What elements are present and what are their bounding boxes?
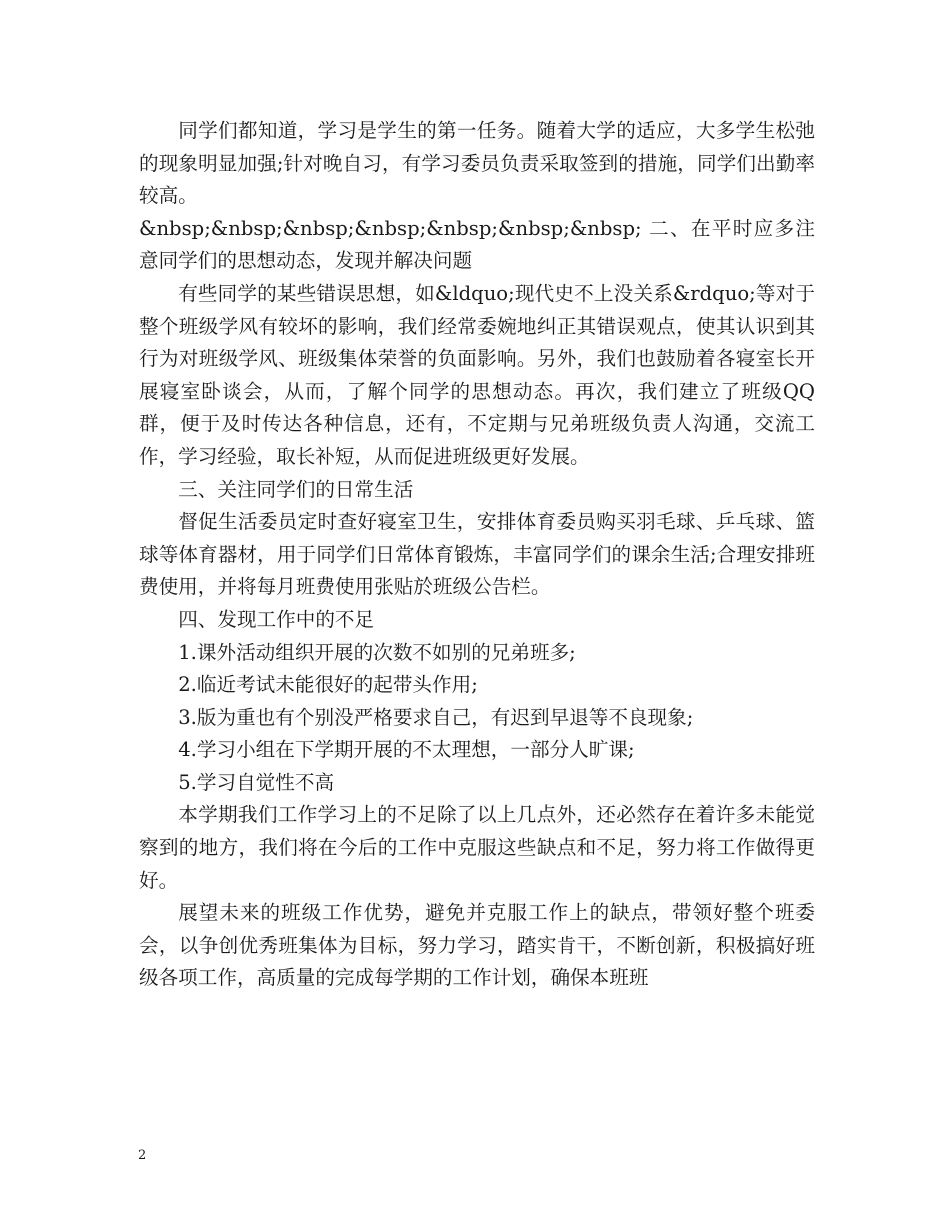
list-item-shortcoming-1: 1.课外活动组织开展的次数不如别的兄弟班多;: [178, 640, 576, 664]
list-item-shortcoming-4: 4.学习小组在下学期开展的不太理想，一部分人旷课;: [178, 738, 635, 762]
page-number: 2: [138, 1148, 147, 1163]
document-body: [139, 115, 815, 995]
paragraph-study-attendance: 同学们都知道，学习是学生的第一任务。随着大学的适应，大多学生松弛的现象明显加强;针对晚自习，有学习委员负责采取签到的措施，同学们出勤率较高。: [139, 119, 815, 208]
list-item-shortcoming-2: 2.临近考试未能很好的起带头作用;: [178, 673, 478, 697]
list-item-shortcoming-3: 3.版为重也有个别没严格要求自己，有迟到早退等不良现象;: [178, 705, 694, 729]
heading-section-four: 四、发现工作中的不足: [178, 607, 375, 631]
heading-section-two: &nbsp;&nbsp;&nbsp;&nbsp;&nbsp;&nbsp;&nbsp; 二、在平时应多注意同学们的思想动态，发现并解决问题: [139, 216, 815, 273]
paragraph-future-outlook: 展望未来的班级工作优势，避免并克服工作上的缺点，带领好整个班委会，以争创优秀班集体为目标，努力学习，踏实肯干，不断创新，积极搞好班级各项工作，高质量的完成每学期的工作计划，确保本班班: [139, 901, 815, 990]
list-item-shortcoming-5: 5.学习自觉性不高: [178, 770, 335, 794]
paragraph-daily-life: 督促生活委员定时查好寝室卫生，安排体育委员购买羽毛球、乒乓球、篮球等体育器材，用于同学们日常体育锻炼，丰富同学们的课余生活;合理安排班费使用，并将每月班费使用张贴於班级公告栏。: [139, 510, 815, 599]
paragraph-thought-dynamics: 有些同学的某些错误思想，如&ldquo;现代史不上没关系&rdquo;等对于整个班级学风有较坏的影响，我们经常委婉地纠正其错误观点，使其认识到其行为对班级学风、班级集体荣誉的负面影响。另外，我们也鼓励着各寝室长开展寝室卧谈会，从而，了解个同学的思想动态。再次，我们建立了班级QQ群，便于及时传达各种信息，还有，不定期与兄弟班级负责人沟通，交流工作，学习经验，取长补短，从而促进班级更好发展。: [139, 281, 815, 468]
paragraph-shortcomings-summary: 本学期我们工作学习上的不足除了以上几点外，还必然存在着许多未能觉察到的地方，我们将在今后的工作中克服这些缺点和不足，努力将工作做得更好。: [139, 803, 815, 892]
heading-section-three: 三、关注同学们的日常生活: [178, 477, 414, 501]
